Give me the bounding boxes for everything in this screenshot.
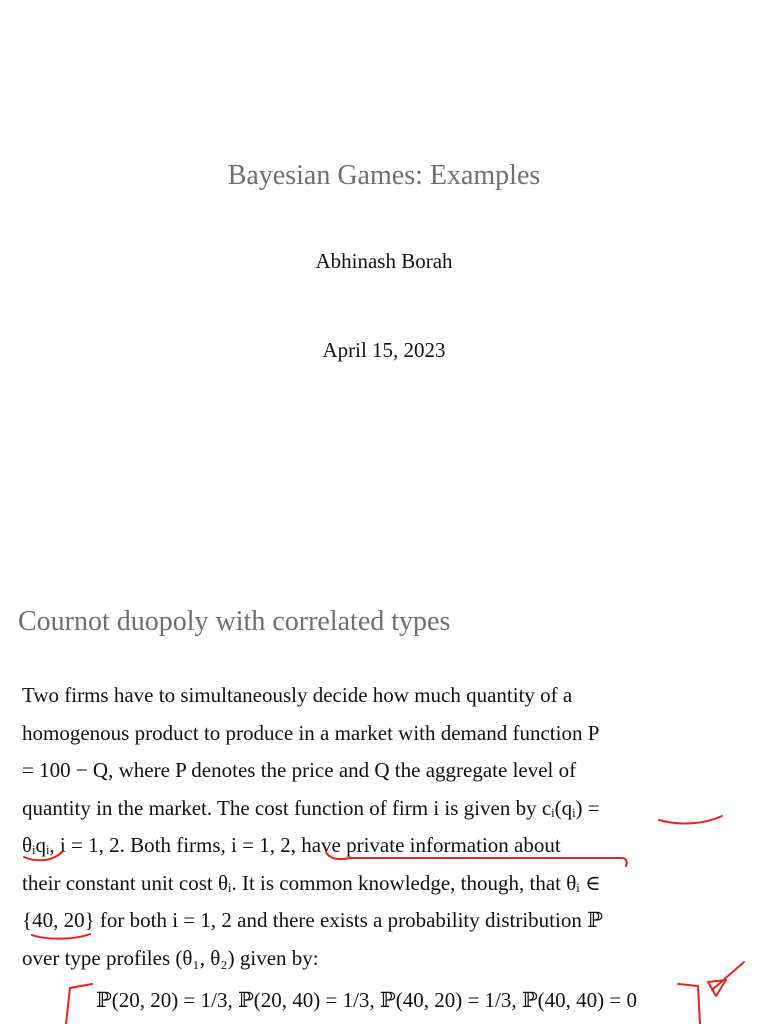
arrow-head-icon (708, 980, 726, 996)
page-title: Bayesian Games: Examples (227, 160, 541, 191)
problem-paragraph (22, 677, 744, 977)
paragraph-line: θᵢqᵢ, i = 1, 2. Both firms, i = 1, 2, have private information about (22, 833, 561, 857)
probability-equation: ℙ(20, 20) = 1/3, ℙ(20, 40) = 1/3, ℙ(40, 20) = 1/3, ℙ(40, 40) = 0 (96, 988, 637, 1012)
bracket-left (66, 984, 92, 1024)
section-title: Cournot duopoly with correlated types (18, 606, 451, 637)
author-name: Abhinash Borah (315, 249, 453, 273)
bracket-right (678, 984, 700, 1024)
paragraph-line: {40, 20} for both i = 1, 2 and there exists a probability distribution ℙ (22, 908, 603, 932)
paragraph-line: quantity in the market. The cost function of firm i is given by cᵢ(qᵢ) = (22, 795, 600, 820)
paragraph-line: their constant unit cost θᵢ. It is common knowledge, though, that θᵢ ∈ (22, 870, 601, 895)
document-date: April 15, 2023 (322, 338, 446, 362)
paragraph-line: homogenous product to produce in a market with demand function P (22, 720, 600, 745)
paragraph-line: = 100 − Q, where P denotes the price and Q the aggregate level of (22, 758, 577, 782)
paragraph-line: Two firms have to simultaneously decide how much quantity of a (22, 683, 573, 707)
paragraph-line: over type profiles (θ₁, θ₂) given by: (22, 945, 319, 970)
